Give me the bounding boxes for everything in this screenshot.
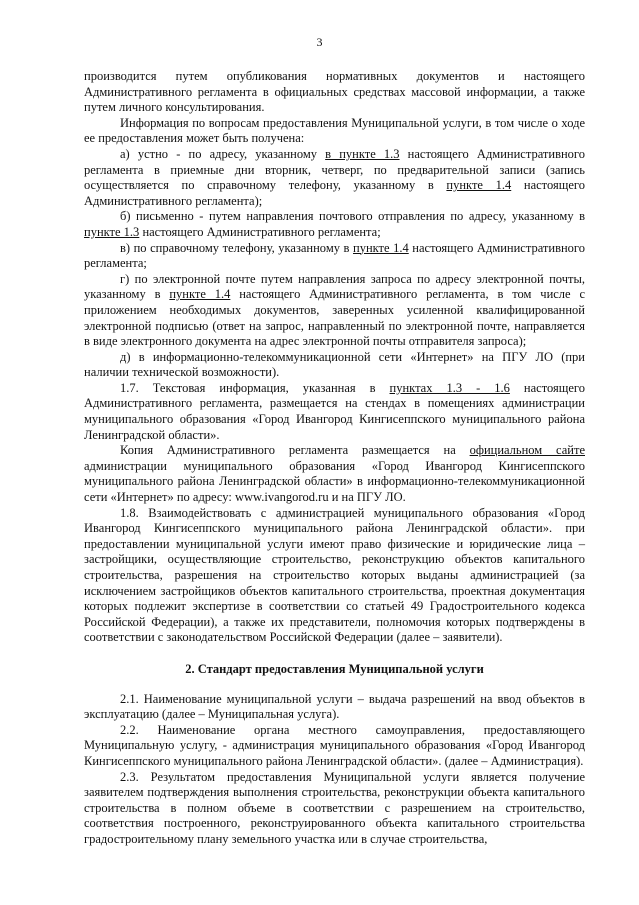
text: в) по справочному телефону, указанному в: [120, 240, 353, 255]
link-point-1-4[interactable]: пункте 1.4: [446, 178, 512, 193]
paragraph-continuation: производится путем опубликования нормативных документов и настоящего Административного регламента в официальных средствах массовой информации, а также путем личного консультирования.: [84, 69, 585, 115]
paragraph-copy: [84, 443, 585, 505]
paragraph-item-a: [84, 147, 585, 209]
link-point-1-3[interactable]: в пункте 1.3: [325, 146, 400, 161]
text: б) письменно - путем направления почтового отправления по адресу, указанному в: [120, 209, 585, 224]
page-number: 3: [316, 35, 323, 49]
link-point-1-4[interactable]: пункте 1.4: [169, 287, 231, 302]
link-point-1-4[interactable]: пункте 1.4: [353, 240, 409, 255]
text: настоящего Административного регламента;: [139, 224, 381, 239]
paragraph-item-v: [84, 241, 585, 272]
text: 1.7. Текстовая информация, указанная в: [120, 380, 390, 395]
paragraph-2-1: 2.1. Наименование муниципальной услуги – выдача разрешений на ввод объектов в эксплуатацию (далее – Муниципальная услуга).: [84, 691, 585, 722]
paragraph-item-b: [84, 209, 585, 240]
document-body: [84, 69, 585, 848]
section-heading: 2. Стандарт предоставления Муниципальной услуги: [185, 661, 484, 676]
paragraph-item-d: д) в информационно-телекоммуникационной сети «Интернет» на ПГУ ЛО (при наличии технической возможности).: [84, 349, 585, 380]
link-points-1-3-1-6[interactable]: пунктах 1.3 - 1.6: [389, 380, 510, 395]
text: настоящего Административного регламента в приемные дни вторник, четверг, по предварительной записи (запись осуществляется по справочному телефону, указанному в: [84, 146, 585, 193]
paragraph-2-2: 2.2. Наименование органа местного самоуправления, предоставляющего Муниципальную услугу, - администрация муниципального образования «Город Ивангород Кингисеппского муниципального района Ленинградской области». (далее – Администрация).: [84, 722, 585, 768]
paragraph-2-3: 2.3. Результатом предоставления Муниципальной услуги является получение заявителем подтверждения выполнения строительства, реконструкции объекта капитального строительства в полном объеме в соответствии с разрешением на строительство, соответствия построенного, реконструированного объекта капитального строительства градостроительному плану земельного участка или в случае строительства,: [84, 769, 585, 846]
paragraph-info-intro: Информация по вопросам предоставления Муниципальной услуги, в том числе о ходе ее предоставления может быть получена:: [84, 115, 585, 146]
text: настоящего Административного регламента, размещается на стендах в помещениях администрации муниципального образования «Город Ивангород Кингисеппского муниципального района Ленинградской области».: [84, 380, 585, 442]
text: настоящего Административного регламента;: [84, 240, 585, 271]
text: Копия Административного регламента размещается на: [120, 443, 470, 458]
text: а) устно - по адресу, указанному: [120, 146, 326, 161]
link-point-1-3[interactable]: пункте 1.3: [84, 224, 140, 239]
paragraph-1-8: 1.8. Взаимодействовать с администрацией муниципального образования «Город Ивангород Кингисеппского муниципального района Ленинградской области». при предоставлении муниципальной услуги имеют право физические и юридические лица – застройщики, осуществляющие строительство, реконструкцию объектов капитального строительства, разрешения на строительство которых выданы администрацией (за исключением застройщиков объектов капитального строительства, проектная документация которых подлежит экспертизе в соответствии со статьей 49 Градостроительного кодекса Российской Федерации), а также их представители, полномочия которых подтверждены в соответствии с законодательством Российской Федерации (далее – заявители).: [84, 505, 585, 645]
text: настоящего Административного регламента);: [84, 178, 585, 208]
link-official-site[interactable]: официальном сайте: [469, 443, 585, 458]
paragraph-item-g: [84, 272, 585, 350]
text: г) по электронной почте путем направления запроса по адресу электронной почты, указанному в: [84, 271, 585, 302]
text: администрации муниципального образования «Город Ивангород Кингисеппского муниципального района Ленинградской области» в информационно-телекоммуникационной сети «Интернет» по адресу: www.ivangorod.ru и на ПГУ ЛО.: [84, 458, 585, 505]
paragraph-1-7: [84, 381, 585, 443]
text: настоящего Административного регламента, в том числе с приложением необходимых документов, заверенных усиленной квалифицированной электронной подписью (ответ на запрос, направленный по электронной почте, направляется в виде электронного документа на адрес электронной почты отправителя запроса);: [84, 287, 585, 349]
